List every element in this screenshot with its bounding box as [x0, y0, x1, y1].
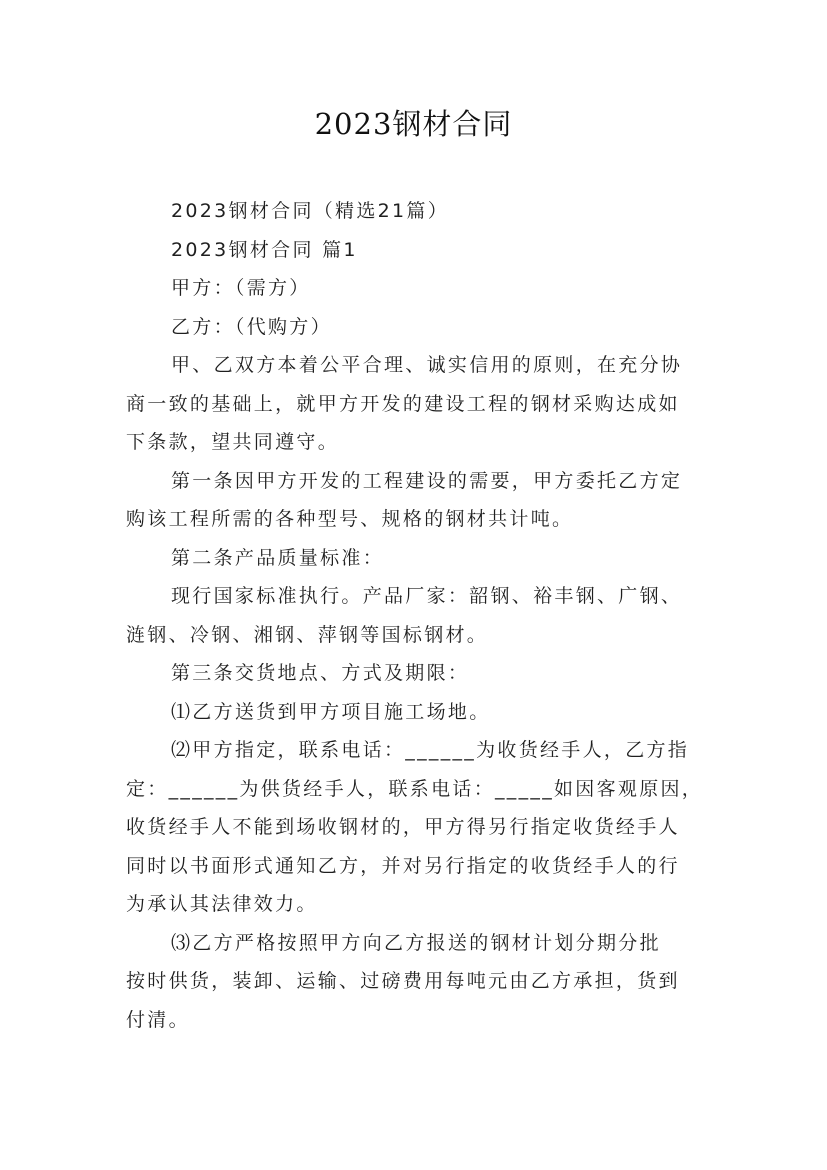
document-body — [126, 192, 716, 1039]
clause-1-line: 购该工程所需的各种型号、规格的钢材共计吨。 — [126, 508, 574, 530]
paragraph-line: 甲、乙双方本着公平合理、诚实信用的原则，在充分协 — [171, 354, 683, 376]
clause-1-line: 第一条因甲方开发的工程建设的需要，甲方委托乙方定 — [171, 469, 683, 492]
clause-3-item-2-line: 收货经手人不能到场收钢材的，甲方得另行指定收货经手人 — [126, 816, 680, 838]
clause-3-item-1: ⑴乙方送货到甲方项目施工场地。 — [171, 700, 491, 723]
paragraph-line: 商一致的基础上，就甲方开发的建设工程的钢材采购达成如 — [126, 392, 680, 415]
document-title: 2023钢材合同 — [314, 107, 513, 141]
clause-3-heading: 第三条交货地点、方式及期限： — [171, 662, 470, 684]
clause-3-item-3-line: 付清。 — [126, 1008, 190, 1031]
subtitle-line: 2023钢材合同（精选21篇） — [171, 200, 450, 222]
clause-3-item-3-line: ⑶乙方严格按照甲方向乙方报送的钢材计划分期分批 — [171, 931, 661, 954]
clause-2-heading: 第二条产品质量标准： — [171, 546, 385, 569]
clause-3-item-2-line: 定：______为供货经手人，联系电话：_____如因客观原因， — [126, 777, 704, 800]
party-a-line: 甲方：（需方） — [171, 277, 311, 299]
clause-3-item-2-line: 同时以书面形式通知乙方，并对另行指定的收货经手人的行 — [126, 854, 680, 877]
clause-3-item-2-line: 为承认其法律效力。 — [126, 893, 318, 915]
clause-3-item-2-line: ⑵甲方指定，联系电话：______为收货经手人，乙方指 — [171, 739, 690, 761]
clause-2-line: 现行国家标准执行。产品厂家：韶钢、裕丰钢、广钢、 — [171, 585, 683, 607]
clause-3-item-3-line: 按时供货，装卸、运输、过磅费用每吨元由乙方承担，货到 — [126, 970, 680, 992]
clause-2-line: 涟钢、冷钢、湘钢、萍钢等国标钢材。 — [126, 623, 489, 646]
paragraph-line: 下条款，望共同遵守。 — [126, 431, 340, 453]
party-b-line: 乙方：（代购方） — [171, 315, 332, 338]
section-heading: 2023钢材合同 篇1 — [171, 238, 358, 261]
